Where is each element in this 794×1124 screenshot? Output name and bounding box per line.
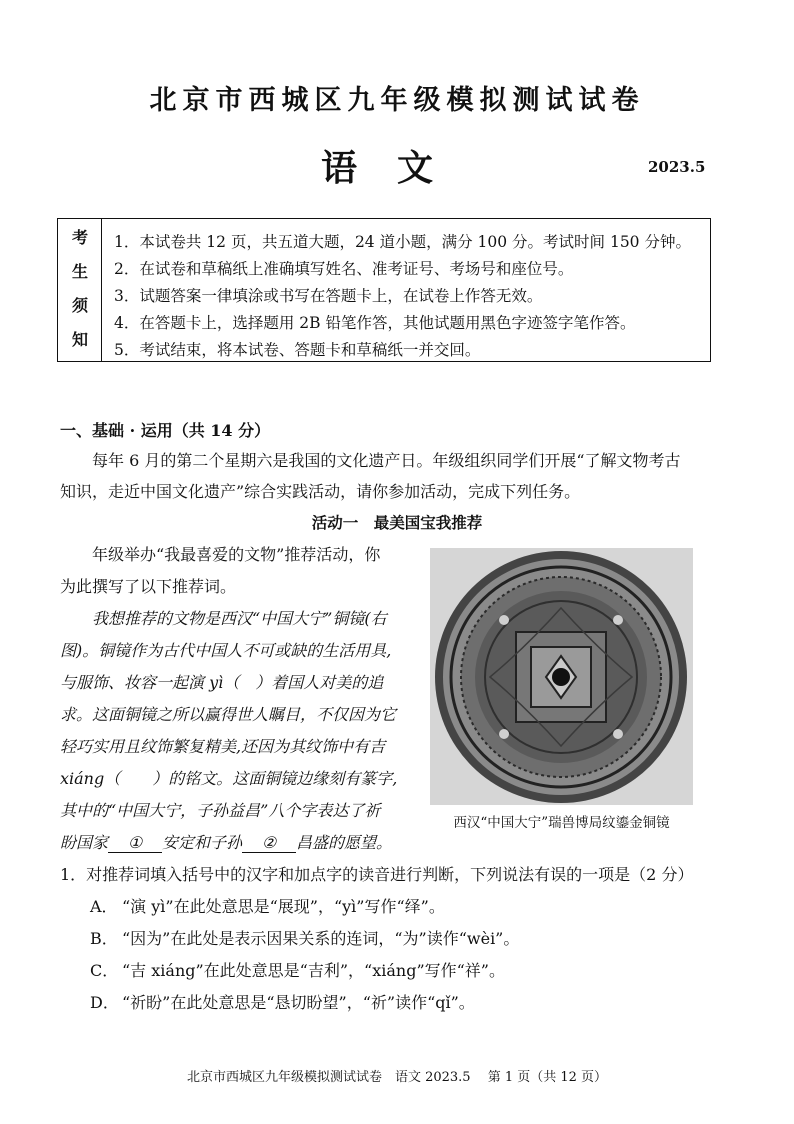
notice-label-char: 生 (71, 262, 88, 281)
recommendation-line: 图)。铜镜作为古代中国人不可或缺的生活用具, (60, 641, 392, 660)
option-c (90, 958, 505, 981)
option-letter: D． (90, 993, 119, 1012)
exam-title: 北京市西城区九年级模拟测试试卷 (149, 85, 645, 116)
notice-label-char: 考 (71, 228, 88, 247)
notice-item: 2．在试卷和草稿纸上准确填写姓名、准考证号、考场号和座位号。 (114, 260, 574, 278)
section-heading: 一、基础 · 运用（共 14 分） (60, 421, 271, 440)
option-b (90, 926, 519, 949)
activity-text: 为此撰写了以下推荐词。 (60, 577, 237, 596)
option-letter: C． (90, 961, 119, 980)
recommendation-line: 轻巧实用且纹饰繁复精美,还因为其纹饰中有吉 (60, 737, 386, 756)
option-letter: B． (90, 929, 118, 948)
blank-1: ① (108, 833, 162, 853)
notice-item: 1．本试卷共 12 页，共五道大题，24 道小题，满分 100 分。考试时间 150 分钟。 (114, 233, 691, 251)
exam-date: 2023.5 (648, 158, 706, 176)
rec-text: 安定和子孙 (162, 833, 243, 852)
rec-text: 昌盛的愿望。 (296, 833, 393, 852)
blank-2: ② (242, 833, 296, 853)
option-letter: A． (90, 897, 118, 916)
option-text: “祈盼”在此处意思是“恳切盼望”，“祈”读作“qǐ”。 (122, 993, 475, 1012)
figure-caption: 西汉“中国大宁”瑞兽博局纹鎏金铜镜 (453, 815, 670, 831)
option-a (90, 894, 445, 917)
question-stem: 1．对推荐词填入括号中的汉字和加点字的读音进行判断，下列说法有误的一项是（2 分） (60, 865, 694, 884)
bronze-mirror-image (430, 548, 693, 805)
recommendation-line: xiáng（ ）的铭文。这面铜镜边缘刻有篆字, (60, 769, 398, 788)
notice-item: 3．试题答案一律填涂或书写在答题卡上，在试卷上作答无效。 (114, 287, 543, 305)
notice-item: 5．考试结束，将本试卷、答题卡和草稿纸一并交回。 (114, 341, 481, 359)
recommendation-line: 其中的“中国大宁，子孙益昌”八个字表达了祈 (60, 801, 381, 820)
notice-label-char: 须 (71, 296, 88, 315)
recommendation-line: 我想推荐的文物是西汉“中国大宁”铜镜(右 (92, 609, 387, 628)
option-text: “因为”在此处是表示因果关系的连词，“为”读作“wèi”。 (122, 929, 520, 948)
bronze-mirror-icon (430, 548, 693, 805)
recommendation-line: 求。这面铜镜之所以赢得世人瞩目，不仅因为它 (60, 705, 397, 724)
rec-text: 盼国家 (60, 833, 109, 852)
recommendation-line (60, 830, 392, 853)
option-d (90, 990, 475, 1013)
candidate-notice-box (57, 218, 711, 362)
notice-label (58, 219, 102, 361)
option-text: “演 yì”在此处意思是“展现”，“yì”写作“绎”。 (122, 897, 445, 916)
activity-title: 活动一 最美国宝我推荐 (311, 513, 483, 532)
option-text: “吉 xiáng”在此处意思是“吉利”，“xiáng”写作“祥”。 (122, 961, 505, 980)
intro-text: 每年 6 月的第二个星期六是我国的文化遗产日。年级组织同学们开展“了解文物考古 (92, 451, 681, 470)
intro-text: 知识，走近中国文化遗产”综合实践活动，请你参加活动，完成下列任务。 (60, 482, 581, 501)
notice-item: 4．在答题卡上，选择题用 2B 铅笔作答，其他试题用黑色字迹签字笔作答。 (114, 314, 636, 332)
subject-title: 语文 (320, 147, 473, 189)
recommendation-line: 与服饰、妆容一起演 yì（ ）着国人对美的追 (60, 673, 384, 692)
notice-label-char: 知 (71, 330, 88, 349)
page-footer: 北京市西城区九年级模拟测试试卷 语文 2023.5 第 1 页（共 12 页） (186, 1070, 608, 1085)
activity-text: 年级举办“我最喜爱的文物”推荐活动，你 (92, 545, 381, 564)
